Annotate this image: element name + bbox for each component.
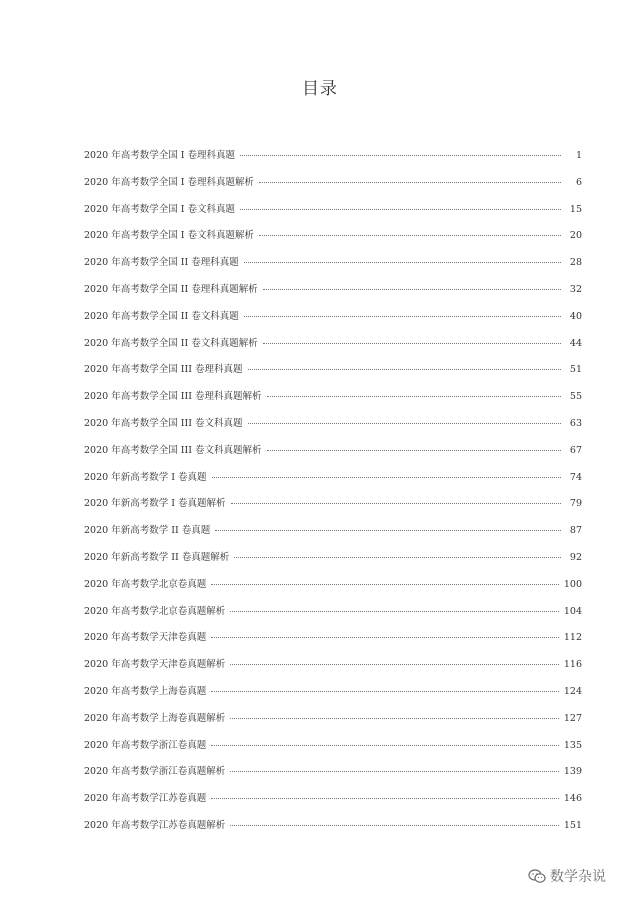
page-title: 目录 (302, 79, 338, 99)
dot-leader (244, 315, 561, 317)
dot-leader (212, 476, 562, 478)
dot-leader (259, 234, 561, 236)
dot-leader (259, 181, 561, 183)
watermark-text: 数学杂说 (550, 869, 606, 885)
toc-entry[interactable] (84, 495, 582, 522)
toc-entry-page-number: 74 (569, 471, 582, 483)
wechat-icon (528, 869, 546, 884)
toc-entry-page-number: 67 (569, 444, 582, 456)
toc-entry-title: 2020 年高考数学北京卷真题 (84, 578, 207, 590)
toc-entry-title: 2020 年高考数学全国 II 卷文科真题解析 (84, 337, 258, 349)
toc-entry-page-number: 151 (563, 819, 582, 831)
toc-entry[interactable] (84, 522, 582, 549)
toc-entry-title: 2020 年新高考数学 II 卷真题 (84, 525, 211, 537)
dot-leader (230, 610, 559, 612)
dot-leader (234, 556, 561, 558)
dot-leader (231, 502, 562, 504)
toc-entry[interactable] (84, 790, 582, 817)
toc-entry-title: 2020 年高考数学全国 I 卷理科真题 (84, 150, 235, 161)
dot-leader (244, 261, 561, 263)
toc-entry-title: 2020 年高考数学全国 II 卷理科真题 (84, 257, 239, 269)
dot-leader (230, 824, 559, 826)
toc-entry[interactable] (84, 629, 582, 656)
dot-leader (211, 744, 559, 746)
dot-leader (248, 368, 562, 370)
toc-entry[interactable] (84, 656, 582, 683)
toc-entry[interactable] (84, 147, 582, 174)
toc-entry-page-number: 92 (569, 551, 582, 563)
toc-entry-title: 2020 年高考数学全国 III 卷文科真题解析 (84, 444, 262, 456)
toc-entry-page-number: 79 (569, 498, 582, 510)
dot-leader (211, 690, 559, 692)
toc-entry-title: 2020 年高考数学江苏卷真题解析 (84, 819, 226, 831)
toc-entry[interactable] (84, 817, 582, 844)
toc-entry[interactable] (84, 576, 582, 603)
toc-entry-page-number: 51 (569, 364, 582, 376)
toc-entry-title: 2020 年高考数学浙江卷真题解析 (84, 766, 226, 778)
toc-entry-title: 2020 年高考数学上海卷真题解析 (84, 712, 226, 724)
toc-entry-page-number: 20 (569, 230, 582, 242)
toc-entry[interactable] (84, 201, 582, 228)
toc-entry[interactable] (84, 763, 582, 790)
dot-leader (215, 529, 561, 531)
toc-entry[interactable] (84, 469, 582, 496)
table-of-contents (84, 147, 582, 844)
watermark (528, 866, 606, 886)
dot-leader (230, 770, 559, 772)
toc-entry-page-number: 139 (563, 766, 582, 778)
toc-entry-title: 2020 年高考数学全国 I 卷文科真题 (84, 203, 235, 215)
toc-entry-title: 2020 年高考数学江苏卷真题 (84, 793, 207, 805)
toc-entry[interactable] (84, 737, 582, 764)
toc-entry-title: 2020 年高考数学全国 I 卷理科真题解析 (84, 176, 254, 188)
toc-entry[interactable] (84, 442, 582, 469)
toc-entry[interactable] (84, 281, 582, 308)
toc-entry-page-number: 146 (563, 793, 582, 805)
toc-entry-title: 2020 年高考数学全国 III 卷文科真题 (84, 417, 243, 429)
toc-entry-title: 2020 年新高考数学 II 卷真题解析 (84, 551, 230, 563)
dot-leader (230, 717, 559, 719)
toc-entry-page-number: 28 (569, 257, 582, 269)
toc-entry-title: 2020 年高考数学全国 III 卷理科真题解析 (84, 391, 262, 403)
toc-entry-title: 2020 年高考数学天津卷真题解析 (84, 659, 226, 671)
toc-entry-page-number: 135 (563, 739, 582, 751)
toc-entry-page-number: 63 (569, 417, 582, 429)
toc-entry-title: 2020 年新高考数学 I 卷真题 (84, 471, 207, 483)
toc-entry[interactable] (84, 549, 582, 576)
dot-leader (240, 208, 561, 210)
toc-entry-page-number: 6 (575, 176, 582, 188)
toc-entry[interactable] (84, 174, 582, 201)
toc-entry-title: 2020 年高考数学全国 II 卷文科真题 (84, 310, 239, 322)
toc-entry-page-number: 124 (563, 685, 582, 697)
toc-entry-title: 2020 年高考数学浙江卷真题 (84, 739, 207, 751)
toc-entry[interactable] (84, 254, 582, 281)
toc-entry-page-number: 116 (563, 659, 582, 671)
dot-leader (211, 636, 559, 638)
toc-entry-title: 2020 年新高考数学 I 卷真题解析 (84, 498, 226, 510)
toc-entry-page-number: 55 (569, 391, 582, 403)
toc-entry-page-number: 87 (569, 525, 582, 537)
toc-entry-title: 2020 年高考数学天津卷真题 (84, 632, 207, 644)
toc-entry[interactable] (84, 683, 582, 710)
toc-entry-page-number: 100 (563, 578, 582, 590)
dot-leader (267, 449, 562, 451)
dot-leader (267, 395, 562, 397)
toc-entry-page-number: 104 (563, 605, 582, 617)
toc-entry[interactable] (84, 603, 582, 630)
toc-entry-page-number: 44 (569, 337, 582, 349)
toc-entry[interactable] (84, 227, 582, 254)
dot-leader (211, 583, 559, 585)
toc-entry[interactable] (84, 388, 582, 415)
toc-entry-page-number: 32 (569, 283, 582, 295)
toc-entry[interactable] (84, 361, 582, 388)
toc-entry-page-number: 1 (575, 150, 582, 161)
toc-entry-title: 2020 年高考数学全国 II 卷理科真题解析 (84, 283, 258, 295)
toc-entry[interactable] (84, 335, 582, 362)
toc-entry-title: 2020 年高考数学全国 I 卷文科真题解析 (84, 230, 254, 242)
toc-entry-title: 2020 年高考数学全国 III 卷理科真题 (84, 364, 243, 376)
dot-leader (211, 797, 559, 799)
toc-entry-page-number: 127 (563, 712, 582, 724)
dot-leader (230, 663, 559, 665)
dot-leader (263, 342, 561, 344)
toc-entry[interactable] (84, 308, 582, 335)
dot-leader (240, 154, 561, 156)
toc-entry-page-number: 15 (569, 203, 582, 215)
toc-entry-title: 2020 年高考数学北京卷真题解析 (84, 605, 226, 617)
toc-entry-page-number: 40 (569, 310, 582, 322)
toc-entry-title: 2020 年高考数学上海卷真题 (84, 685, 207, 697)
toc-entry[interactable] (84, 710, 582, 737)
dot-leader (263, 288, 561, 290)
toc-entry[interactable] (84, 415, 582, 442)
dot-leader (248, 422, 562, 424)
toc-entry-page-number: 112 (563, 632, 582, 644)
